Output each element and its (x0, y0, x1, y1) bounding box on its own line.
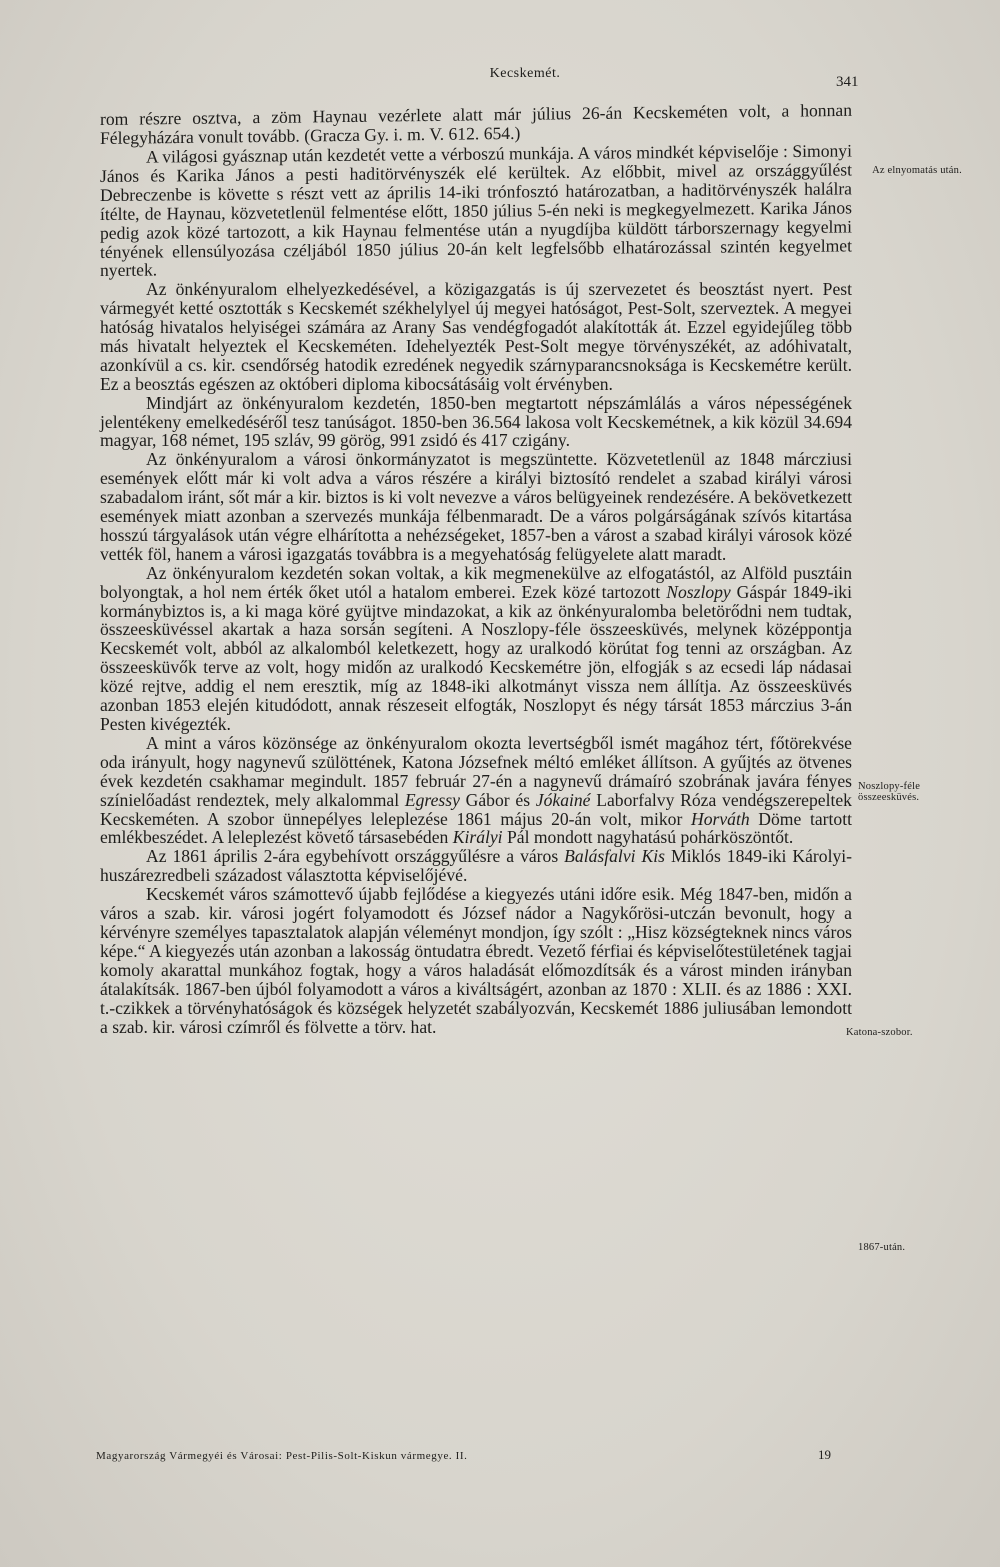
paragraph (100, 734, 852, 847)
running-title: Kecskemét. (489, 66, 561, 81)
text-run: Az önkényuralom a városi önkormányzatot is megszüntette. Közvetetlenül az 1848 márcziusi események előtt már ki volt adva a város részére a királyi biztosító rendelet a szabad királyi városi szabadalom iránt, sőt már a kir. biztos is ki volt nevezve a város belügyeinek rendezésére. A bekövetkezett események miatt azonban a szervezés munkája félbenmaradt. De a város polgárságának szívós kitartása hosszú tárgyalások után végre elhárította a nehézségeket, 1857-ben a várost a szabad királyi városok közé vették föl, hanem a városi igazgatás továbbra is a megyehatóság felügyelete alatt maradt. (100, 449, 852, 564)
paragraph (100, 564, 852, 734)
italic-name: Egressy (404, 789, 460, 810)
footer-sheet-number: 19 (818, 1447, 831, 1462)
text-run: Kecskemét város számottevő újabb fejlődése a kiegyezés utáni időre esik. Még 1847-ben, midőn a város a szab. kir. városi jogért folyamodott és József nádor a Nagykőrösi-utczán bevonult, hogy a kérvényre személyes tapasztalatok alapján véleményt mondjon, így szólt : „Hisz községteknek nincs város képe.“ A kiegyezés után azonban a lakosság öntudatra ébredt. Vezető férfiai és képviselőtestületének tagjai komoly akarattal munkához fogtak, hogy a város haladását előmozdítsák és a várost minden irányban átalakítsák. 1867-ben újból folyamodott a város a kiváltságért, azonban az 1870 : XLII. és az 1886 : XXI. t.-czikkek a törvényhatóságok és községek helyzetét szabályozván, Kecskemét 1886 juliusában lemondott a szab. kir. városi czímről és fölvette a törv. hat. (100, 884, 852, 1037)
italic-name: Horváth (690, 808, 750, 829)
italic-name: Noszlopy (666, 581, 731, 602)
paragraph (100, 141, 852, 280)
text-run: A világosi gyásznap után kezdetét vette a vérboszú munkája. A város mindkét képviselője : Simonyi János és Karika János a pesti haditörvényszék elé kerültek. Az előbbit, mivel az országgyűlést Debreczenbe is követte s részt vett az április 14-iki trónfosztó határozatban, a haditörvényszék halálra ítélte, de Haynau, közvetetlenül felmentése előtt, 1850 július 5-én neki is megkegyelmezett. Karika János pedig azok közé tartozott, a kik Haynau felmentése után a nyugdíjba küldött tárborszernagy kegyelmi tényének ellensúlyozása czéljából 1850 július 20-án kelt legfelsőbb elhatározással szintén kegyelmet nyertek. (100, 140, 852, 281)
text-run: rom részre osztva, a zöm Haynau vezérlete alatt már július 26-án Kecskeméten volt, a honnan Félegyházára vonult tovább. (Gracza Gy. i. m. V. 612. 654.) (100, 99, 852, 148)
body-text (100, 99, 853, 1037)
paragraph (100, 280, 852, 393)
margin-note-katona-szobor: Katona-szobor. (846, 1027, 913, 1038)
text-run: Laborfalvy Róza vendégszerepeltek Kecskeméten. A szobor ünnepélyes leleplezése 1861 május 20-án volt, mikor (100, 789, 852, 829)
margin-note-elnyomatas: Az elnyomatás után. (872, 165, 962, 176)
page-number: 341 (836, 74, 859, 90)
text-run: A mint a város közönsége az önkényuralom okozta levertségből ismét magához tért, főtörekvése oda irányult, hogy nagynevű szülöttének, Katona Józsefnek méltó emléket állítson. A gyűjtés az ötvenes évek kezdetén csakhamar megindult. 1857 február 27-én a nagynevű drámaíró szobrának javára fényes színielőadást rendeztek, mely alkalommal (100, 732, 852, 810)
margin-note-noszlopy: Noszlopy-féle összeesküvés. (858, 781, 921, 803)
text-run: Gábor és (459, 789, 536, 810)
text-run: Az önkényuralom kezdetén sokan voltak, a kik megmenekülve az elfogatástól, az Alföld pusztáin bolyongtak, a hol nem érték őket utól a hatalom emberei. Ezek közé tartozott (100, 562, 852, 602)
paragraph (100, 847, 852, 885)
italic-name: Balásfalvi Kis (564, 846, 665, 867)
text-run: Pál mondott nagyhatású pohárköszöntőt. (502, 827, 794, 848)
footer-source: Magyarország Vármegyéi és Városai: Pest-Pilis-Solt-Kiskun vármegye. II. (96, 1450, 468, 1462)
text-run: Az önkényuralom elhelyezkedésével, a közigazgatás is új szervezetet és beosztást nyert. Pest vármegyét ketté osztották s Kecskemét székhelylyel új megyei hatóságot, Pest-Solt, szerveztek. A megyei hatóság hivatalos helyiségei számára az Arany Sas vendégfogadót alakították át. Ezzel egyidejűleg több más hivatalt helyeztek el Kecskeméten. Idehelyezték Pest-Solt megye törvényszékét, az adóhivatalt, azonkívül a cs. kir. csendőrség hatodik ezredének negyedik szárnyparancsnoksága is Kecskemétre került. Ez a beosztás egészen az októberi diploma kibocsátásáig volt érvényben. (100, 279, 852, 394)
text-run: Mindjárt az önkényuralom kezdetén, 1850-ben megtartott népszámlálás a város népességének jelentékeny emelkedéséről tesz tanúságot. 1850-ben 36.564 lakosa volt Kecskemétnek, a kik közül 34.694 magyar, 168 német, 195 szláv, 99 görög, 991 zsidó és 417 czigány. (100, 392, 852, 451)
text-run: Miklós 1849-iki Károlyi-huszárezredbeli századost választotta képviselőjévé. (100, 846, 853, 886)
paragraph (100, 394, 852, 451)
text-run: Az 1861 április 2-ára egybehívott országgyűlésre a város (146, 846, 565, 867)
italic-name: Királyi (452, 827, 503, 848)
italic-name: Jókainé (535, 789, 591, 810)
margin-note-1867: 1867-után. (858, 1242, 906, 1253)
text-run: Gáspár 1849-iki kormánybiztos is, a ki maga köré gyüjtve mindazokat, a kik az önkényuralomba beletörődni nem tudtak, összeesküvéssel akartak a haza sorsán segíteni. A Noszlopy-féle összeesküvés, melynek középpontja Kecskemét volt, abból az alkalomból keletkezett, hogy az uralkodó körútat fog tenni az országban. Az összeesküvők terve az volt, hogy midőn az uralkodó Kecskemétre jön, elfogják s az ecsedi láp nádasai közé rejtve, addig el nem eresztik, míg az 1848-iki alkotmányt vissza nem állítja. Az összeesküvés azonban 1853 elején kitudódott, annak részeseit elfogták, Noszlopyt és négy társát 1853 márczius 3-án Pesten kivégezték. (100, 581, 852, 734)
paragraph (100, 450, 852, 563)
paragraph (100, 885, 852, 1036)
text-run: Döme tartott emlékbeszédet. A leleplezést követő társasebéden (100, 808, 852, 848)
